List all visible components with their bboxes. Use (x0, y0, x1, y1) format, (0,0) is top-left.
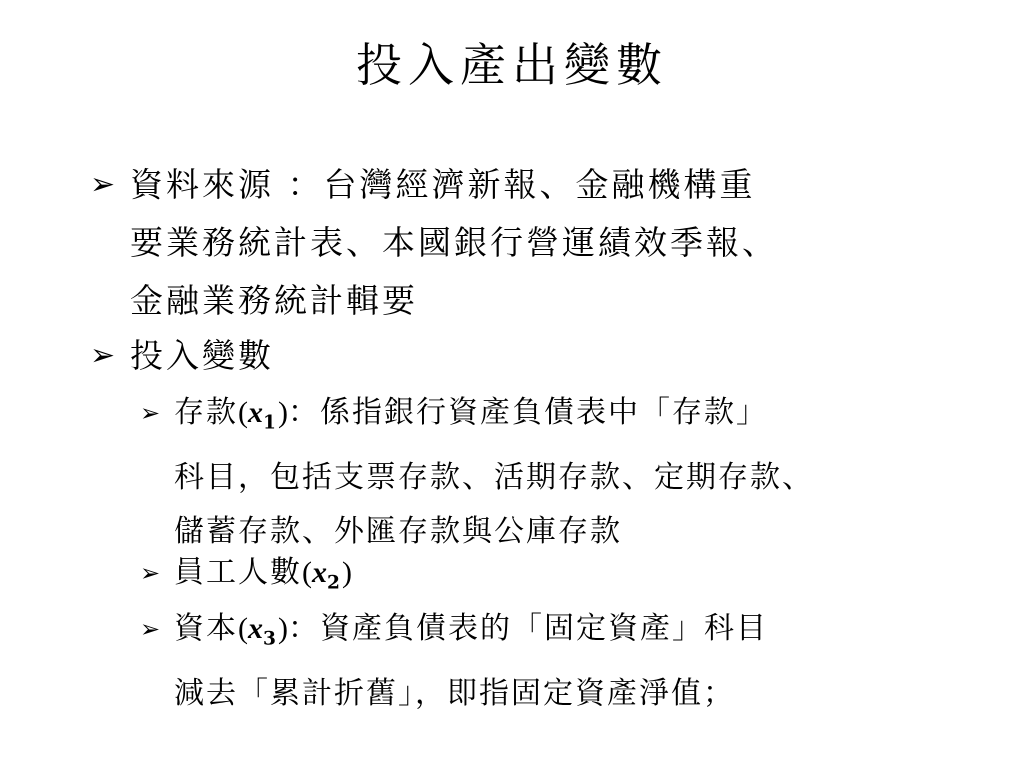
capital-prefix: 資本 (174, 611, 238, 646)
bullet-text-line: 金融業務統計輯要 (130, 281, 418, 320)
arrow-bullet-icon: ➢ (140, 559, 163, 587)
bullet-capital (140, 602, 994, 721)
arrow-bullet-icon: ➢ (140, 399, 163, 427)
bullet-text-line: 資料來源 ：台灣經濟新報、金融機構重 (130, 165, 756, 204)
variable-x: x (248, 396, 263, 429)
bullet-text-line (174, 386, 994, 451)
arrow-bullet-icon: ➢ (90, 167, 119, 202)
deposits-suffix: ：係指銀行資產負債表中「存款」 (287, 395, 768, 430)
paren-open: ( (302, 556, 312, 589)
paren-close: ) (277, 612, 288, 645)
bullet-deposits (140, 386, 994, 559)
paren-open: ( (238, 396, 248, 429)
employees-prefix: 員工人數 (174, 555, 302, 590)
bullet-employees (140, 546, 994, 611)
arrow-bullet-icon: ➢ (90, 338, 119, 373)
bullet-text-line (174, 546, 994, 611)
bullet-text-line: 科目，包括支票存款、活期存款、定期存款、 (174, 459, 814, 495)
variable-subscript: 3 (263, 628, 278, 650)
variable-x: x (312, 556, 327, 589)
bullet-text-line: 減去「累計折舊」，即指固定資產淨值； (174, 675, 735, 711)
paren-close: ) (341, 556, 352, 589)
variable-subscript: 1 (263, 412, 278, 434)
variable-x: x (248, 612, 263, 645)
bullet-data-source (90, 156, 990, 330)
bullet-text-line (174, 602, 994, 667)
slide-title: 投入產出變數 (356, 38, 668, 92)
capital-suffix: ：資產負債表的「固定資產」科目 (287, 611, 768, 646)
paren-open: ( (238, 612, 248, 645)
bullet-text-line: 儲蓄存款、外匯存款與公庫存款 (174, 513, 622, 549)
bullet-text-line: 要業務統計表、本國銀行營運績效季報、 (130, 223, 778, 262)
deposits-prefix: 存款 (174, 395, 238, 430)
bullet-text-line: 投入變數 (130, 336, 274, 375)
variable-subscript: 2 (327, 572, 342, 594)
paren-close: ) (277, 396, 288, 429)
arrow-bullet-icon: ➢ (140, 615, 163, 643)
bullet-input-variables (90, 327, 990, 385)
